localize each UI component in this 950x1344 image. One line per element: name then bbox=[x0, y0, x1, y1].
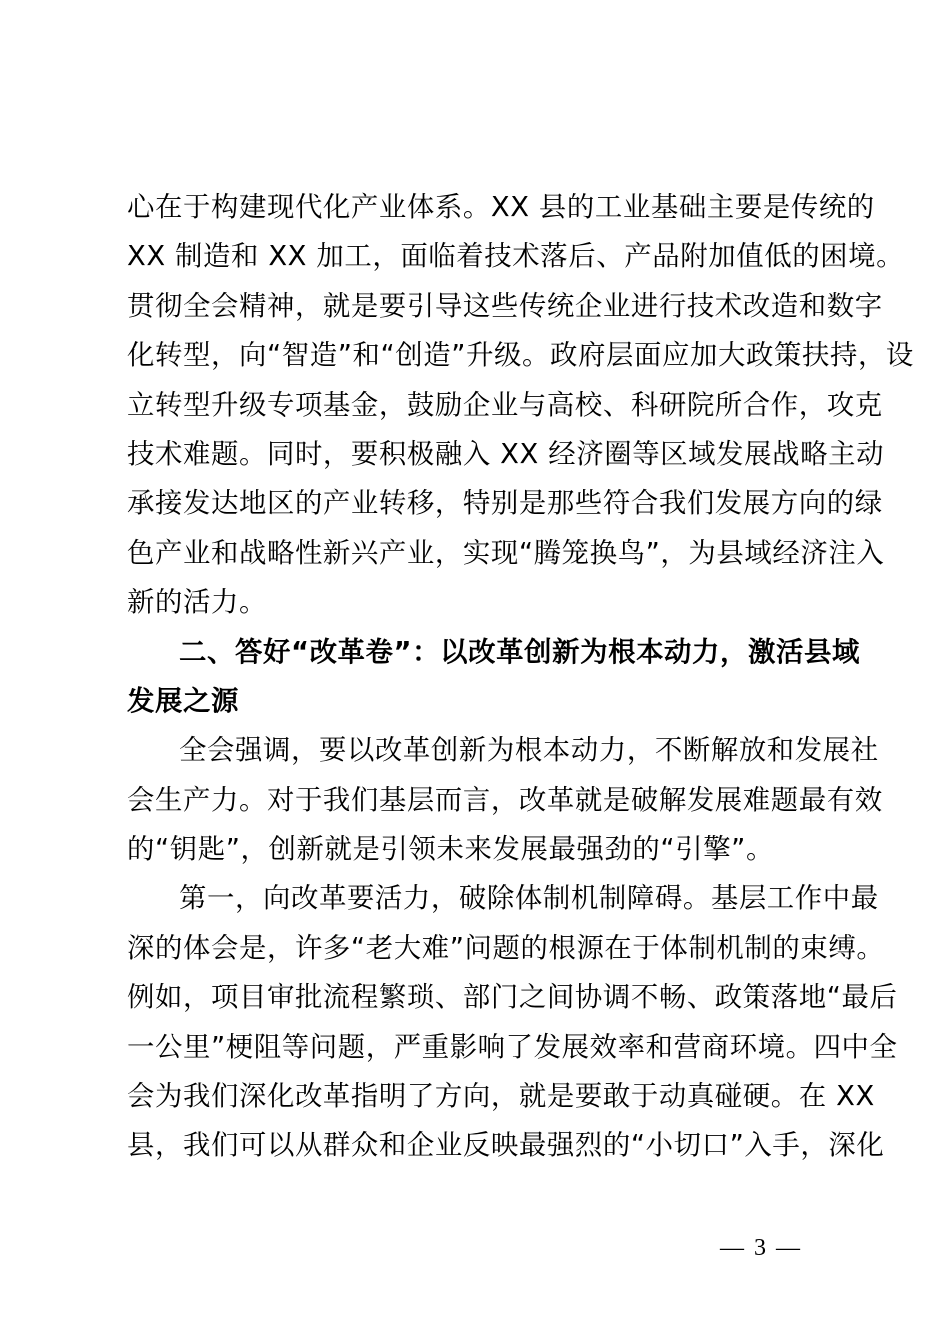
section-heading: 二、答好“改革卷”：以改革创新为根本动力，激活县域 bbox=[179, 636, 860, 668]
body-line: 化转型，向“智造”和“创造”升级。政府层面应加大政策扶持，设 bbox=[127, 340, 914, 372]
body-line: 的“钥匙”，创新就是引领未来发展最强劲的“引擎”。 bbox=[127, 834, 774, 866]
body-line: 会生产力。对于我们基层而言，改革就是破解发展难题最有效 bbox=[127, 784, 883, 816]
document-page bbox=[127, 183, 914, 1171]
body-line: 一公里”梗阻等问题，严重影响了发展效率和营商环境。四中全 bbox=[127, 1031, 898, 1063]
body-line: 贯彻全会精神，就是要引导这些传统企业进行技术改造和数字 bbox=[127, 290, 883, 322]
body-line: 心在于构建现代化产业体系。XX 县的工业基础主要是传统的 bbox=[127, 192, 875, 223]
body-line: 技术难题。同时，要积极融入 XX 经济圈等区域发展战略主动 bbox=[127, 438, 885, 470]
body-line: 例如，项目审批流程繁琐、部门之间协调不畅、政策落地“最后 bbox=[127, 982, 898, 1014]
body-line: 立转型升级专项基金，鼓励企业与高校、科研院所合作，攻克 bbox=[127, 389, 883, 421]
body-line: 全会强调，要以改革创新为根本动力，不断解放和发展社 bbox=[179, 735, 879, 767]
body-line: 第一，向改革要活力，破除体制机制障碍。基层工作中最 bbox=[179, 883, 879, 915]
page-number: — 3 — bbox=[720, 1235, 802, 1261]
body-line: 承接发达地区的产业转移，特别是那些符合我们发展方向的绿 bbox=[127, 488, 883, 520]
body-line: 色产业和战略性新兴产业，实现“腾笼换鸟”，为县域经济注入 bbox=[127, 537, 885, 569]
body-line: 新的活力。 bbox=[127, 587, 267, 619]
body-line: 县，我们可以从群众和企业反映最强烈的“小切口”入手，深化 bbox=[127, 1130, 885, 1162]
body-line: 深的体会是，许多“老大难”问题的根源在于体制机制的束缚。 bbox=[127, 932, 885, 964]
body-line: 会为我们深化改革指明了方向，就是要敢于动真碰硬。在 XX bbox=[127, 1081, 875, 1113]
section-heading: 发展之源 bbox=[127, 685, 239, 717]
body-line: XX 制造和 XX 加工，面临着技术落后、产品附加值低的困境。 bbox=[127, 241, 905, 273]
